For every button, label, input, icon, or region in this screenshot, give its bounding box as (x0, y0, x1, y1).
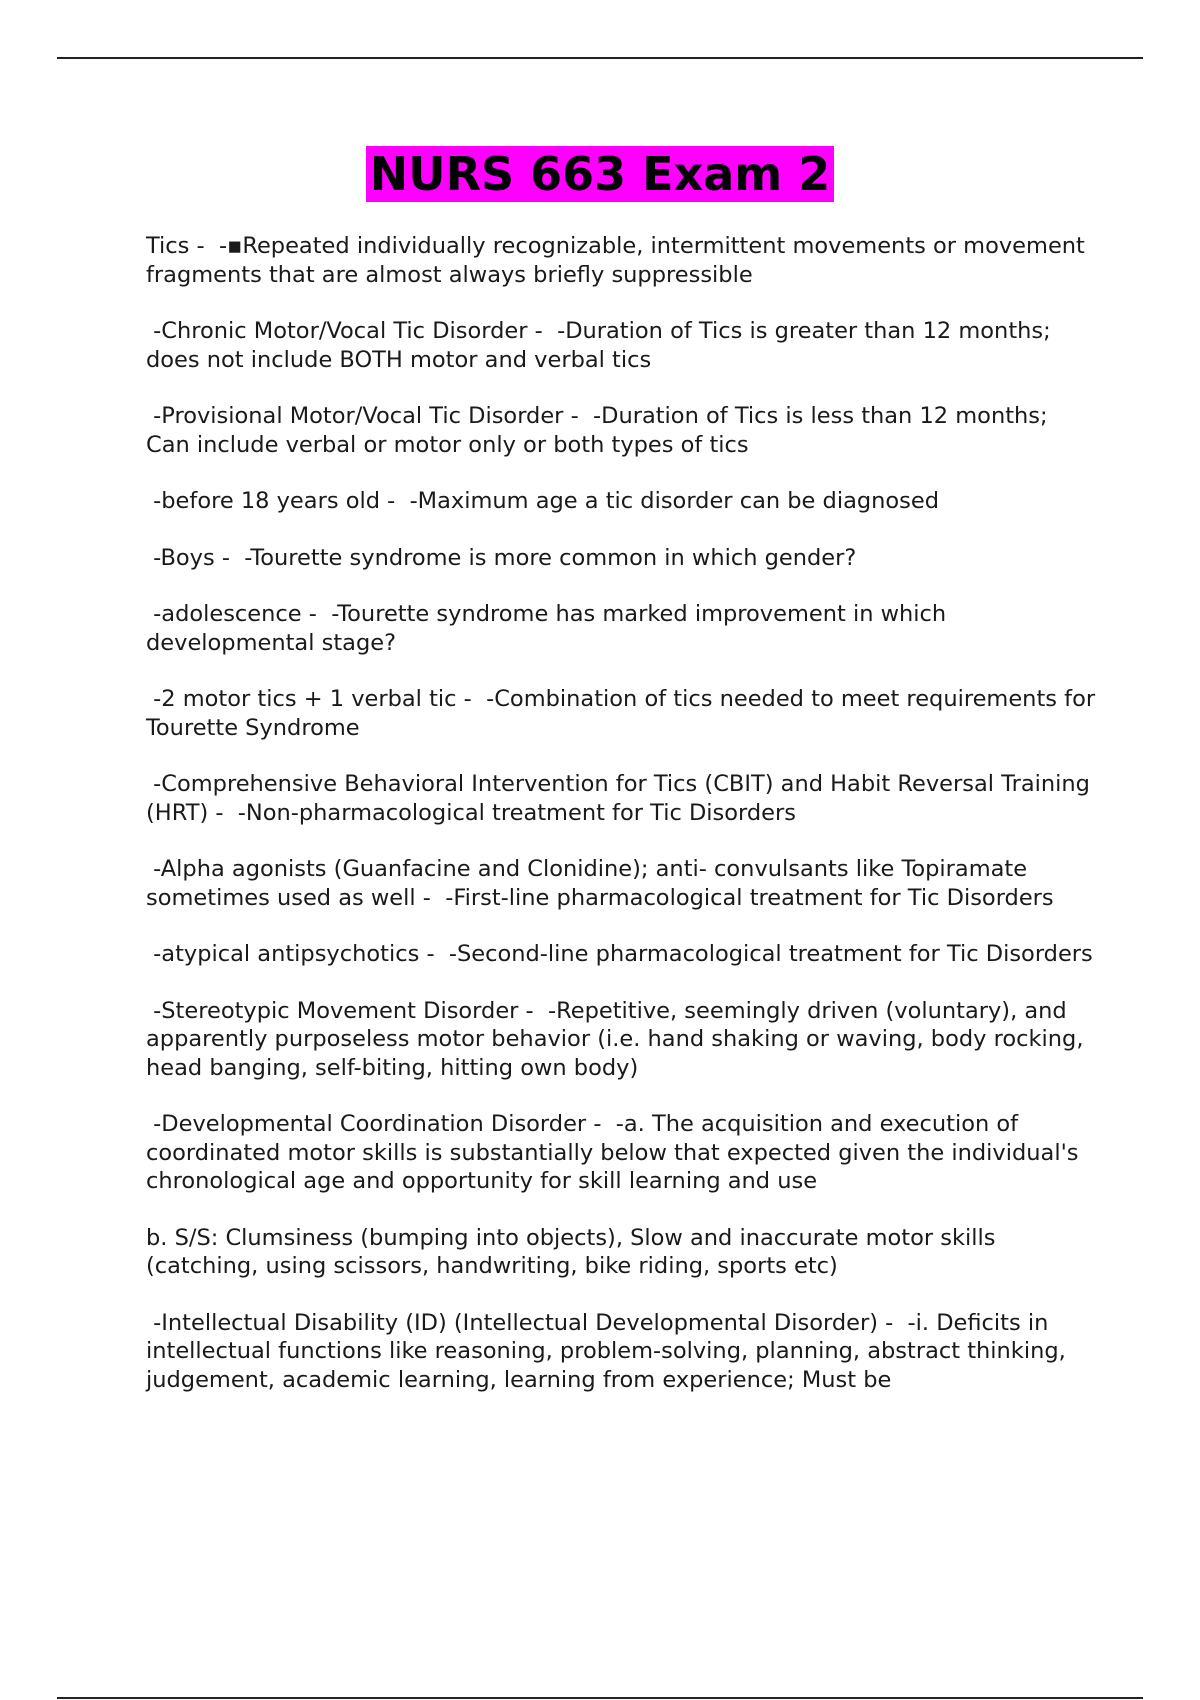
flashcard-entry: -Alpha agonists (Guanfacine and Clonidine); anti- convulsants like Topiramate sometimes used as well - -First-line pharmacological treatment for Tic Disorders (146, 856, 1054, 911)
flashcard-entry: -2 motor tics + 1 verbal tic - -Combination of tics needed to meet requirements for Tourette Syndrome (146, 686, 1103, 741)
document-body (146, 232, 1103, 1422)
document-title: NURS 663 Exam 2 (366, 146, 835, 202)
flashcard-entry: Tics - -▪Repeated individually recognizable, intermittent movements or movement fragments that are almost always briefly suppressible (146, 233, 1093, 288)
title-container (0, 146, 1200, 202)
flashcard-entry: b. S/S: Clumsiness (bumping into objects), Slow and inaccurate motor skills (catching, using scissors, handwriting, bike riding, sports etc) (146, 1224, 1003, 1279)
top-divider (57, 57, 1143, 59)
flashcard-entry: -Boys - -Tourette syndrome is more common in which gender? (146, 544, 857, 571)
flashcard-entry: -adolescence - -Tourette syndrome has marked improvement in which developmental stage? (146, 601, 954, 656)
flashcard-entry: -Provisional Motor/Vocal Tic Disorder - -Duration of Tics is less than 12 months; Can include verbal or motor only or both types of tics (146, 403, 1055, 458)
flashcard-entry: -atypical antipsychotics - -Second-line pharmacological treatment for Tic Disorders (146, 941, 1093, 967)
flashcard-entry: -Chronic Motor/Vocal Tic Disorder - -Duration of Tics is greater than 12 months; does not include BOTH motor and verbal tics (146, 318, 1058, 373)
flashcard-entry: -Comprehensive Behavioral Intervention for Tics (CBIT) and Habit Reversal Training (HRT) - -Non-pharmacological treatment for Tic Disorders (146, 771, 1098, 826)
flashcard-entry: -Intellectual Disability (ID) (Intellectual Developmental Disorder) - -i. Deficits in intellectual functions like reasoning, problem-solving, planning, abstract thinking, judgement, academic learning, learning from experience; Must be (146, 1309, 1073, 1393)
flashcard-entry: -Developmental Coordination Disorder - -a. The acquisition and execution of coordinated motor skills is substantially below that expected given the individual's chronological age and opportunity for skill learning and use (146, 1111, 1086, 1194)
bottom-divider (57, 1697, 1143, 1699)
flashcard-entry: -Stereotypic Movement Disorder - -Repetitive, seemingly driven (voluntary), and apparently purposeless motor behavior (i.e. hand shaking or waving, body rocking, head banging, self-biting, hitting own body) (146, 997, 1091, 1081)
flashcard-entry: -before 18 years old - -Maximum age a tic disorder can be diagnosed (146, 488, 940, 514)
